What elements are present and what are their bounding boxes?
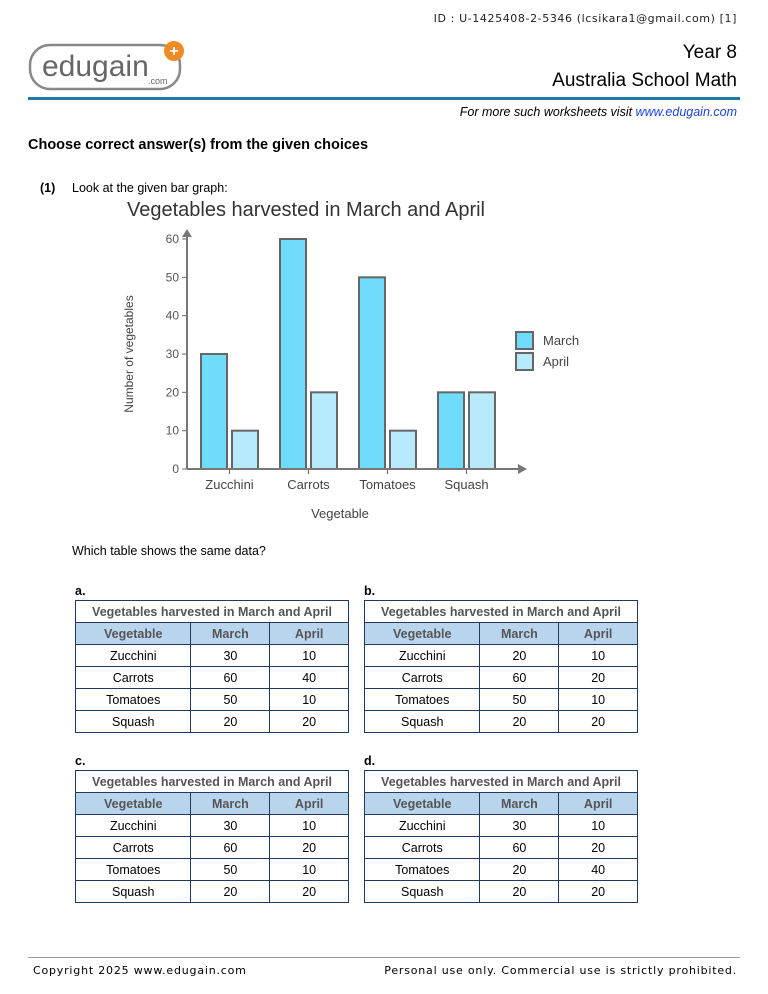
table-cell: Tomatoes — [365, 689, 480, 711]
question-prompt: Which table shows the same data? — [72, 544, 266, 558]
column-header: Vegetable — [76, 793, 191, 815]
bar-chart — [100, 192, 620, 530]
bar-squash-march — [438, 392, 464, 469]
table-row — [76, 881, 349, 903]
y-tick-label: 20 — [165, 385, 179, 400]
option-b-table[interactable] — [364, 600, 638, 733]
more-worksheets-note — [460, 105, 737, 119]
column-header: March — [191, 793, 270, 815]
table-row — [76, 645, 349, 667]
table-cell: Squash — [76, 881, 191, 903]
header-divider — [28, 97, 740, 100]
table-cell: Carrots — [365, 667, 480, 689]
table-row — [365, 815, 638, 837]
table-cell: 60 — [480, 667, 559, 689]
table-cell: 40 — [270, 667, 349, 689]
legend-swatch-april — [516, 353, 533, 370]
option-b-caption: Vegetables harvested in March and April — [365, 601, 638, 623]
column-header: April — [270, 793, 349, 815]
table-cell: Tomatoes — [76, 689, 191, 711]
option-c-caption: Vegetables harvested in March and April — [76, 771, 349, 793]
footer-divider — [28, 957, 740, 958]
table-cell: Tomatoes — [365, 859, 480, 881]
table-cell: 20 — [191, 711, 270, 733]
table-cell: 30 — [191, 645, 270, 667]
table-cell: 30 — [480, 815, 559, 837]
bar-carrots-march — [280, 239, 306, 469]
table-cell: Squash — [76, 711, 191, 733]
table-cell: 50 — [191, 859, 270, 881]
table-cell: 20 — [480, 881, 559, 903]
y-tick-label: 10 — [165, 423, 179, 438]
table-row — [365, 667, 638, 689]
option-a-caption: Vegetables harvested in March and April — [76, 601, 349, 623]
logo-plus-glyph: + — [169, 43, 179, 60]
y-tick-label: 60 — [165, 232, 179, 246]
x-tick-label: Squash — [444, 477, 489, 492]
edugain-logo[interactable] — [28, 39, 188, 94]
column-header: April — [559, 793, 638, 815]
option-b-label[interactable]: b. — [364, 584, 376, 598]
bar-carrots-april — [311, 392, 337, 469]
table-cell: 60 — [191, 837, 270, 859]
x-tick-label: Carrots — [287, 477, 330, 492]
table-cell: 20 — [559, 711, 638, 733]
table-row — [365, 645, 638, 667]
table-cell: 20 — [480, 645, 559, 667]
table-cell: 10 — [270, 859, 349, 881]
option-c-label[interactable]: c. — [75, 754, 86, 768]
chart-title: Vegetables harvested in March and April — [127, 199, 485, 221]
logo-sub: .com — [148, 76, 168, 86]
table-cell: 60 — [191, 667, 270, 689]
x-axis-arrow-icon — [518, 464, 527, 474]
table-cell: 60 — [480, 837, 559, 859]
usage-notice: Personal use only. Commercial use is strictly prohibited. — [384, 964, 737, 977]
table-cell: 50 — [480, 689, 559, 711]
table-cell: Zucchini — [76, 815, 191, 837]
worksheet-id: ID : U-1425408-2-5346 (lcsikara1@gmail.com) [1] — [433, 12, 737, 25]
table-cell: 20 — [559, 837, 638, 859]
legend-label-april: April — [543, 354, 570, 369]
course-title: Australia School Math — [552, 70, 737, 91]
table-cell: Squash — [365, 881, 480, 903]
question-number: (1) — [40, 181, 56, 195]
question-text: Look at the given bar graph: — [72, 181, 228, 195]
bar-squash-april — [469, 392, 495, 469]
table-cell: 10 — [270, 815, 349, 837]
year-label: Year 8 — [682, 42, 737, 63]
table-cell: 20 — [270, 881, 349, 903]
legend-label-march: March — [543, 333, 580, 348]
bar-tomatoes-april — [390, 431, 416, 469]
table-cell: 30 — [191, 815, 270, 837]
table-cell: 40 — [559, 859, 638, 881]
bar-zucchini-march — [201, 354, 227, 469]
table-cell: 10 — [559, 815, 638, 837]
copyright-text: Copyright 2025 www.edugain.com — [33, 964, 247, 977]
table-cell: 20 — [191, 881, 270, 903]
x-tick-label: Zucchini — [205, 477, 254, 492]
table-cell: Zucchini — [365, 815, 480, 837]
table-cell: Squash — [365, 711, 480, 733]
bar-tomatoes-march — [359, 277, 385, 469]
table-row — [365, 881, 638, 903]
y-axis-label: Number of vegetables — [122, 295, 136, 413]
table-cell: 20 — [559, 881, 638, 903]
table-cell: 20 — [480, 859, 559, 881]
bar-zucchini-april — [232, 431, 258, 469]
column-header: Vegetable — [365, 623, 480, 645]
table-row — [365, 859, 638, 881]
table-cell: 10 — [559, 689, 638, 711]
option-a-table[interactable] — [75, 600, 349, 733]
table-cell: 20 — [480, 711, 559, 733]
edugain-link[interactable]: www.edugain.com — [635, 105, 737, 119]
table-row — [76, 711, 349, 733]
column-header: Vegetable — [365, 793, 480, 815]
table-cell: 50 — [191, 689, 270, 711]
x-axis-label: Vegetable — [311, 506, 369, 521]
y-tick-label: 30 — [165, 347, 179, 361]
table-cell: 10 — [559, 645, 638, 667]
table-cell: Tomatoes — [76, 859, 191, 881]
option-d-label[interactable]: d. — [364, 754, 376, 768]
table-cell: 20 — [270, 837, 349, 859]
x-tick-label: Tomatoes — [359, 477, 416, 492]
table-cell: Carrots — [365, 837, 480, 859]
logo-text: edugain — [42, 50, 149, 83]
table-cell: 10 — [270, 689, 349, 711]
table-row — [76, 859, 349, 881]
table-row — [365, 689, 638, 711]
instruction-heading: Choose correct answer(s) from the given choices — [28, 137, 369, 153]
column-header: Vegetable — [76, 623, 191, 645]
table-row — [365, 837, 638, 859]
column-header: March — [480, 623, 559, 645]
table-cell: Zucchini — [76, 645, 191, 667]
y-tick-label: 40 — [165, 308, 179, 323]
y-tick-label: 0 — [172, 462, 179, 476]
legend-swatch-march — [516, 332, 533, 349]
table-cell: Zucchini — [365, 645, 480, 667]
y-axis-arrow-icon — [182, 229, 192, 237]
option-a-label[interactable]: a. — [75, 584, 86, 598]
y-tick-label: 50 — [165, 270, 179, 285]
table-row — [365, 711, 638, 733]
column-header: March — [480, 793, 559, 815]
column-header: March — [191, 623, 270, 645]
column-header: April — [270, 623, 349, 645]
option-c-table[interactable] — [75, 770, 349, 903]
more-prefix: For more such worksheets visit — [459, 105, 636, 119]
table-cell: 20 — [559, 667, 638, 689]
table-cell: 10 — [270, 645, 349, 667]
option-d-table[interactable] — [364, 770, 638, 903]
table-row — [76, 837, 349, 859]
table-row — [76, 815, 349, 837]
option-d-caption: Vegetables harvested in March and April — [365, 771, 638, 793]
table-row — [76, 689, 349, 711]
table-cell: Carrots — [76, 837, 191, 859]
column-header: April — [559, 623, 638, 645]
table-cell: Carrots — [76, 667, 191, 689]
table-cell: 20 — [270, 711, 349, 733]
table-row — [76, 667, 349, 689]
